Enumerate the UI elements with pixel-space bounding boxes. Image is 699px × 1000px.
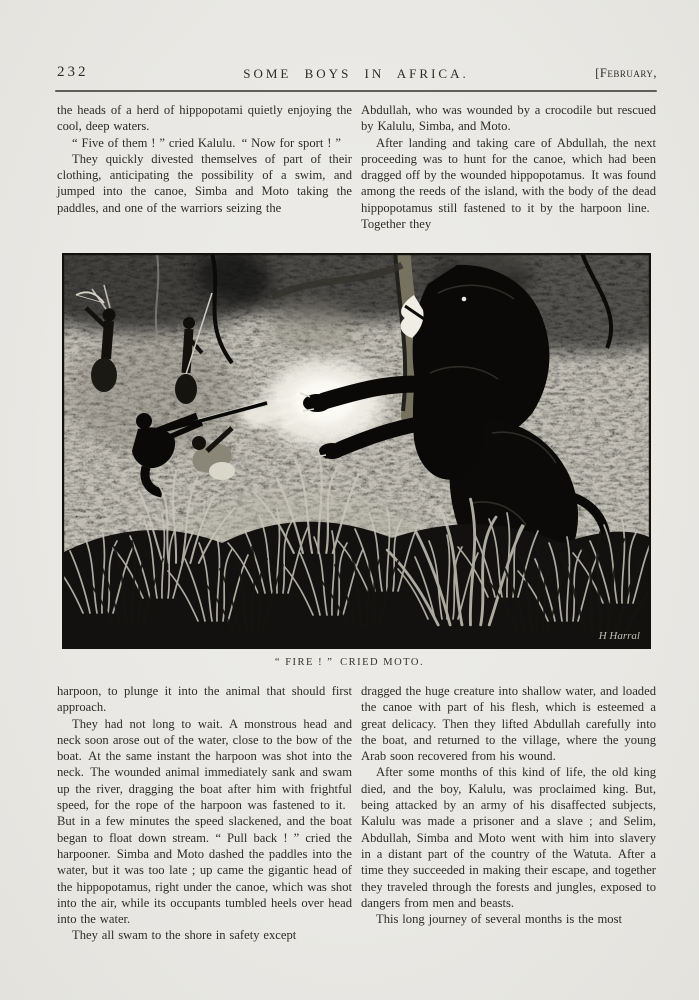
paragraph: the heads of a herd of hippopotami quietly enjoying the cool, deep waters.: [57, 103, 352, 134]
paragraph: harpoon, to plunge it into the animal that should first approach.: [57, 684, 352, 715]
column-bottom-right: [361, 683, 656, 927]
paragraph: They had not long to wait. A monstrous head and neck soon arose out of the water, close to the bow of the boat. At the same instant the harpoon was shot into the neck. The wounded animal immediately sank and swam up the river, dragging the boat after him with frightful speed, for the rope of the harpoon was fastened to it. But in a few minutes the speed slackened, and the boat began to float down stream. “ Pull back ! ” cried the harpooner. Simba and Moto dashed the paddles into the water, but it was too late ; up came the gigantic head of the hippopotamus, right under the canoe, which was shot into the air, while its occupants tumbled heels over head into the water.: [57, 716, 352, 927]
paragraph: This long journey of several months is the most: [376, 912, 622, 927]
column-top-left: [57, 102, 352, 216]
paragraph: Abdullah, who was wounded by a crocodile but rescued by Kalulu, Simba, and Moto.: [361, 103, 656, 134]
paragraph: After landing and taking care of Abdullah, the next proceeding was to hunt for the canoe, which had been dragged off by the wounded hippopotamus. It was found among the reeds of the island, with the body of the dead hippopotamus still fastened to it by the harpoon line. Together they: [361, 135, 656, 232]
paragraph: After some months of this kind of life, the old king died, and the boy, Kalulu, was proclaimed king. But, being attacked by an army of his disaffected subjects, Kalulu was made a prisoner and a slave ; and Selim, Abdullah, Simba and Moto went with him into slavery in a distant part of the country of the Watuta. After a time they succeeded in making their escape, and together they traveled through the forests and jungles, exposed to dangers from men and beasts.: [361, 765, 656, 910]
paragraph: They all swam to the shore in safety except: [72, 928, 297, 943]
engraver-signature: H Harral: [598, 630, 640, 642]
paragraph: dragged the huge creature into shallow water, and loaded the canoe with part of his flesh, which is esteemed a great delicacy. Then they lifted Abdullah carefully into the boat, and returned to the village, where the young Arab soon recovered from his wound.: [361, 684, 656, 764]
paragraph: They quickly divested themselves of part of their clothing, anticipating the possibility of a swim, and jumped into the canoe, Simba and Moto taking the paddles, and one of the warriors seizing the: [57, 151, 352, 215]
column-top-right: [361, 102, 656, 232]
running-head: [55, 62, 657, 86]
engraving-illustration: [62, 253, 651, 649]
column-bottom-left: [57, 683, 352, 944]
figure-caption: “ FIRE ! ” CRIED MOTO.: [274, 657, 425, 668]
page-title: SOME BOYS IN AFRICA.: [243, 66, 469, 81]
engraving-figure: [62, 253, 651, 649]
head-rule: [55, 90, 657, 92]
issue-date: [February,: [595, 66, 657, 80]
paragraph: “ Five of them ! ” cried Kalulu. “ Now for sport ! ”: [72, 135, 341, 150]
page-number: 232: [57, 64, 89, 80]
